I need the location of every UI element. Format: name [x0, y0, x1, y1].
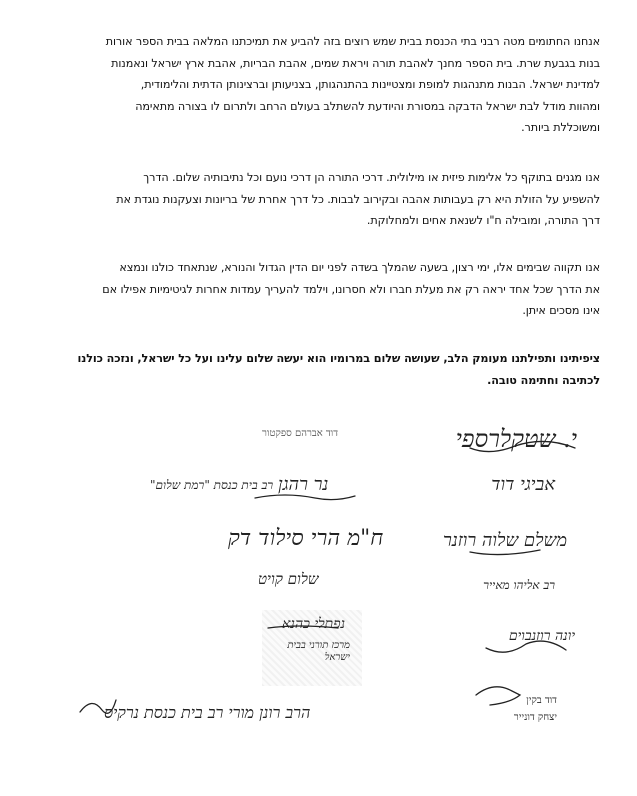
signature: נר רהגן: [278, 474, 329, 495]
signature: יונה רוזנבוים: [508, 628, 575, 644]
signature: רב אליהו מאייר: [483, 578, 555, 592]
signature: אביגי דוד: [491, 474, 555, 495]
signature: דוד בקין: [526, 695, 557, 706]
signature: י. שטקלרספי: [455, 425, 577, 453]
signature: יצחק דונייר: [513, 712, 557, 723]
signature: שלום קויט: [258, 570, 319, 588]
paragraph-line: אנחנו החתומים מטה רבני בתי הכנסת בבית שמש רוצים בזה להביע את תמיכתנו המלאה בבית הספר אורות: [105, 35, 600, 48]
signature-title: רב בית כנסת "רמת שלום": [150, 478, 274, 492]
signature-stamp-text: דוד אברהם ספקטור: [262, 428, 339, 439]
paragraph-line: ומהוות מודל לבת ישראל הדבקה במסורת והיודעת להשתלב בעולם הרחב ולתרום לו בצורה מתאימה: [135, 99, 600, 113]
signature: נפתלי כהנא: [282, 616, 346, 632]
paragraph-line: ומשוכללת ביותר.: [521, 121, 600, 134]
paragraph-line: אינו מסכים איתן.: [522, 304, 600, 317]
paragraph-line: דרך התורה, ומובילה ח"ו לשנאת אחים ולמחלוקת.: [366, 214, 600, 227]
paragraph-line: בנות בגבעת שרת. בית הספר מחנך לאהבת תורה ויראת שמים, אהבת הבריות, אהבת ארץ ישראל ונאמנות: [111, 56, 600, 70]
signature: משלם שלוה רוזנר: [443, 530, 567, 551]
paragraph-line: אנו מגנים בתוקף כל אלימות פיזית או מילולית. דרכי התורה הן דרכי נועם וכל נתיבותיה שלום. הדרך: [143, 171, 600, 184]
paragraph-line: את הדרך שכל אחד יראה רק את מעלת חברו ולא חסרונו, וילמד להעריך עמדות אחרות לגיטימיות אפילו אם: [102, 282, 600, 296]
paragraph-line: להשפיע על הזולת היא רק בעבותות אהבה ובקירוב לבבות. כל דרך אחרת של בריונות וצעקנות נוגדת את: [116, 192, 600, 206]
signature: הרב רונן מורי רב בית כנסת נרקיס: [104, 703, 311, 722]
paragraph-line: למדינת ישראל. הבנות מתנהגות למופת ומצטיינות בהתנהגותן, בצניעותן וברצינותן הדתית והלימודית,: [140, 78, 600, 91]
paragraph-line: לכתיבה וחתימה טובה.: [487, 373, 600, 387]
paragraph-line: אנו תקווה שבימים אלו, ימי רצון, בשעה שהמלך בשדה לפני יום הדין הגדול והנורא, שנתאחד כולנו ונמצא: [119, 261, 600, 274]
signature: ח"מ הרי סילוד דק: [228, 526, 384, 551]
signature-stamp-text: מרכז תורני בבית ישראל: [287, 640, 350, 663]
paragraph-line: ציפיתינו ותפילתנו מעומק הלב, שעושה שלום במרומיו הוא יעשה שלום עלינו ועל כל ישראל, ונזכה כולנו: [77, 352, 600, 365]
